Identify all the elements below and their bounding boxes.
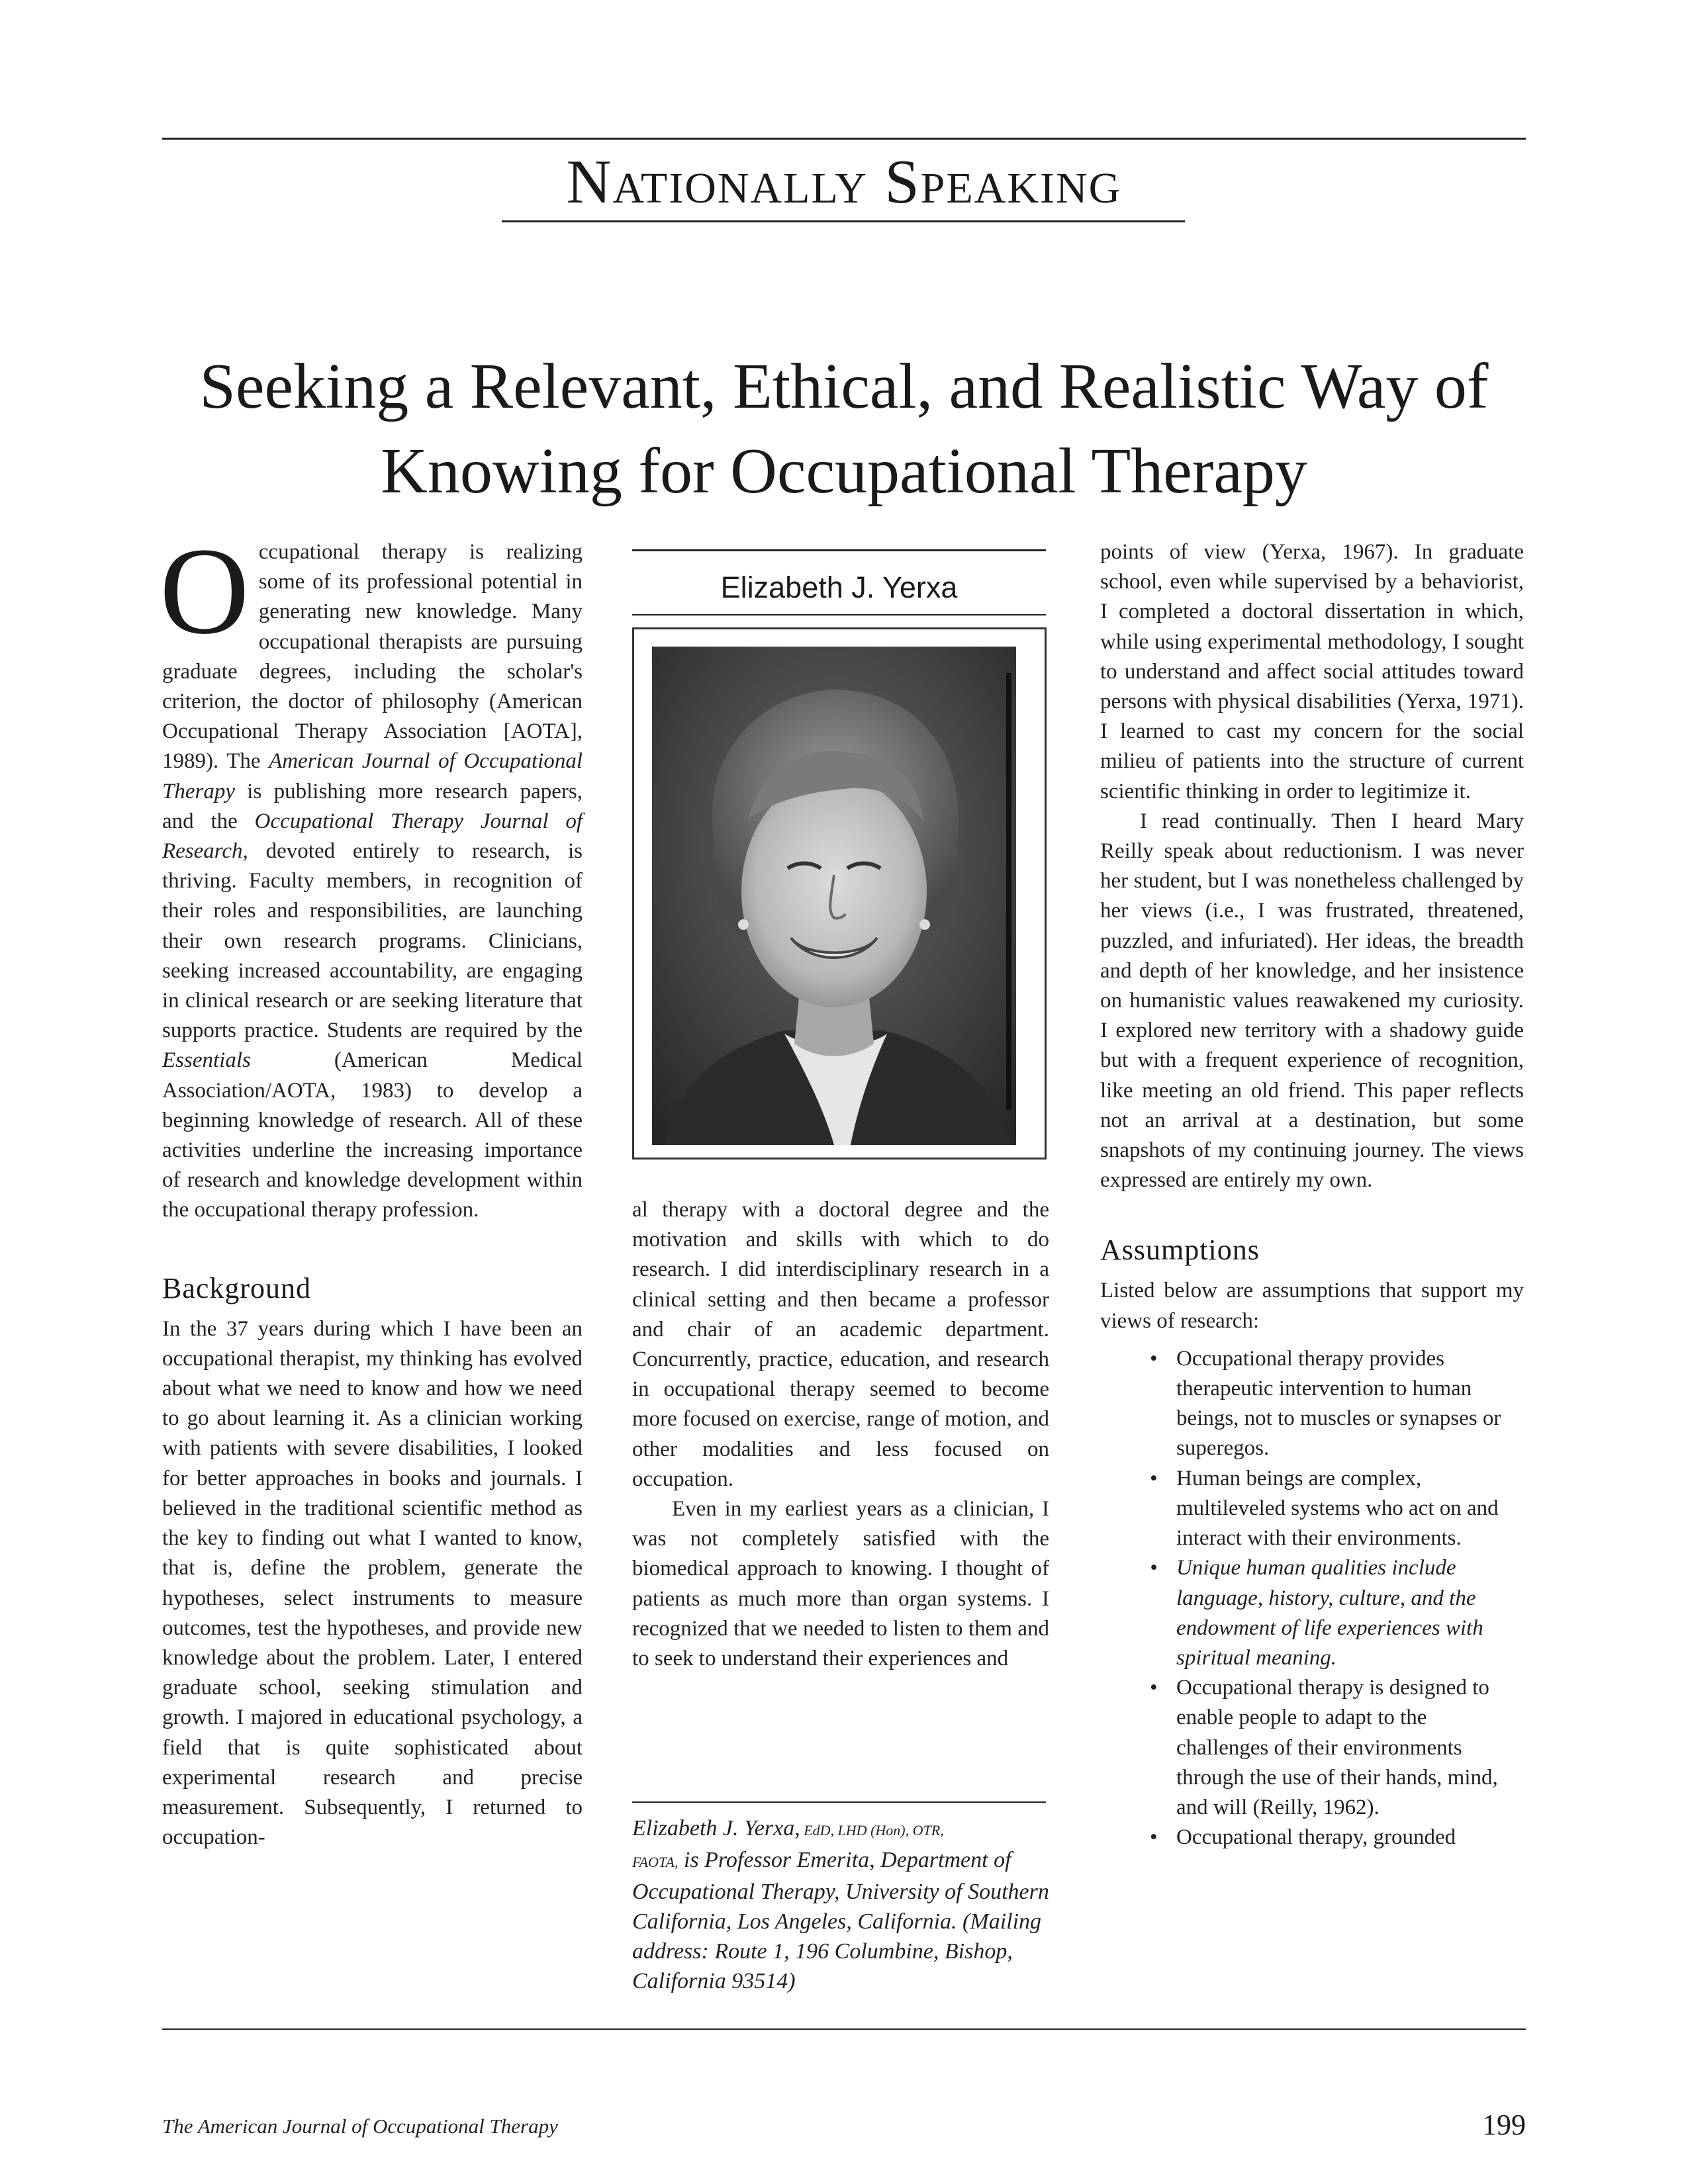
list-item: • Human beings are complex, multileveled systems who act on and interact with their environments. <box>1176 1464 1524 1554</box>
footer-rule <box>162 2028 1526 2030</box>
background-paragraph: In the 37 years during which I have been an occupational therapist, my thinking has evolved about what we need to know and how we need to go about learning it. As a clinician working with patients with severe disabilities, I looked for better approaches in books and journals. I believed in the traditional scientific method as the key to finding out what I wanted to know, that is, define the problem, generate the hypotheses, select instruments to measure outcomes, test the hypotheses, and provide new knowledge about the problem. Later, I entered graduate school, seeking stimulation and growth. I majored in educational psychology, a field that is quite sophisticated about experimental research and precise measurement. Subsequently, I returned to occupation- <box>162 1316 583 1850</box>
author-name: Elizabeth J. Yerxa <box>720 570 958 604</box>
footnote-rule <box>632 1801 1046 1803</box>
footnote-text: is Professor Emerita, Department of Occupational Therapy, University of Southern California, Los Angeles, California. (Mailing address: Route 1, 196 Columbine, Bishop, California 93514) <box>632 1848 1049 1993</box>
author-footnote <box>632 1813 1049 1996</box>
footer-journal-name: The American Journal of Occupational Therapy <box>162 2115 558 2138</box>
column-left <box>160 522 583 1852</box>
assumptions-list <box>1100 1344 1524 1852</box>
column-right <box>1100 537 1524 1852</box>
list-item: • Unique human qualities include language, history, culture, and the endowment of life experiences with spiritual meaning. <box>1176 1553 1524 1673</box>
middle-paragraph-2: Even in my earliest years as a clinician, I was not completely satisfied with the biomedical approach to knowing. I thought of patients as much more than organ systems. I recognized that we needed to listen to them and to seek to understand their experiences and <box>632 1497 1049 1671</box>
footnote-author-name: Elizabeth J. Yerxa, <box>632 1816 800 1841</box>
heading-background: Background <box>162 1271 312 1304</box>
footnote-credentials-2: FAOTA, <box>632 1854 679 1870</box>
list-item: • Occupational therapy provides therapeutic intervention to human beings, not to muscles or synapses or superegos. <box>1176 1344 1524 1464</box>
author-top-rule <box>632 549 1046 551</box>
section-header-underline <box>502 220 1185 222</box>
right-paragraph-2: I read continually. Then I heard Mary Reilly speak about reductionism. I was never her student, but I was nonetheless challenged by her views (i.e., I was frustrated, threatened, puzzled, and infuriated). Her ideas, the breadth and depth of her knowledge, and her insistence on humanistic values reawakened my curiosity. I explored new territory with a shadowy guide but with a frequent experience of recognition, like meeting an old friend. This paper reflects not an arrival at a destination, but some snapshots of my continuing journey. The views expressed are entirely my own. <box>1100 809 1524 1193</box>
list-item: • Occupational therapy, grounded <box>1176 1823 1524 1852</box>
article-title-line-2: Knowing for Occupational Therapy <box>381 435 1307 507</box>
drop-cap: O <box>160 522 250 660</box>
footnote-credentials: EdD, LHD (Hon), OTR, <box>800 1822 944 1839</box>
page-number: 199 <box>1482 2109 1526 2141</box>
heading-assumptions: Assumptions <box>1100 1234 1260 1267</box>
author-photo <box>652 647 1016 1145</box>
assumptions-intro: Listed below are assumptions that support my views of research: <box>1100 1279 1524 1333</box>
right-paragraph-1: points of view (Yerxa, 1967). In graduate school, even while supervised by a behaviorist, I completed a doctoral dissertation in which, while using experimental methodology, I sought to understand and affect social attitudes toward persons with physical disabilities (Yerxa, 1971). I learned to cast my concern for the social milieu of patients into the structure of current scientific thinking in order to legitimize it. <box>1100 540 1524 803</box>
intro-paragraph: Occupational therapy is realizing some of its professional potential in generating new knowledge. Many occupational therapists are pursuing graduate degrees, including the scholar's criterion, the doctor of philosophy (American Occupational Therapy Association [AOTA], 1989). The American Journal of Occupational Therapy is publishing more research papers, and the Occupational Therapy Journal of Research, devoted entirely to research, is thriving. Faculty members, in recognition of their roles and responsibilities, are launching their own research programs. Clinicians, seeking increased accountability, are engaging in clinical research or are seeking literature that supports practice. Students are required by the Essentials (American Medical Association/AOTA, 1983) to develop a beginning knowledge of research. All of these activities underline the increasing importance of research and knowledge development within the occupational therapy profession. <box>160 522 583 1222</box>
list-item: • Occupational therapy is designed to enable people to adapt to the challenges of their environments through the use of their hands, mind, and will (Reilly, 1962). <box>1176 1673 1524 1823</box>
middle-paragraph-1: al therapy with a doctoral degree and the motivation and skills with which to do research. I did interdisciplinary research in a clinical setting and then became a professor and chair of an academic department. Concurrently, practice, education, and research in occupational therapy seemed to become more focused on exercise, range of motion, and other modalities and less focused on occupation. <box>632 1198 1049 1491</box>
article-title <box>119 344 1569 514</box>
article-title-line-1: Seeking a Relevant, Ethical, and Realistic Way of <box>199 351 1489 422</box>
author-bottom-rule <box>632 614 1046 615</box>
portrait-image <box>652 647 1016 1145</box>
header-top-rule <box>162 138 1526 140</box>
author-photo-frame <box>632 627 1047 1160</box>
section-header: Nationally Speaking <box>566 148 1122 216</box>
column-middle <box>632 1195 1049 1674</box>
